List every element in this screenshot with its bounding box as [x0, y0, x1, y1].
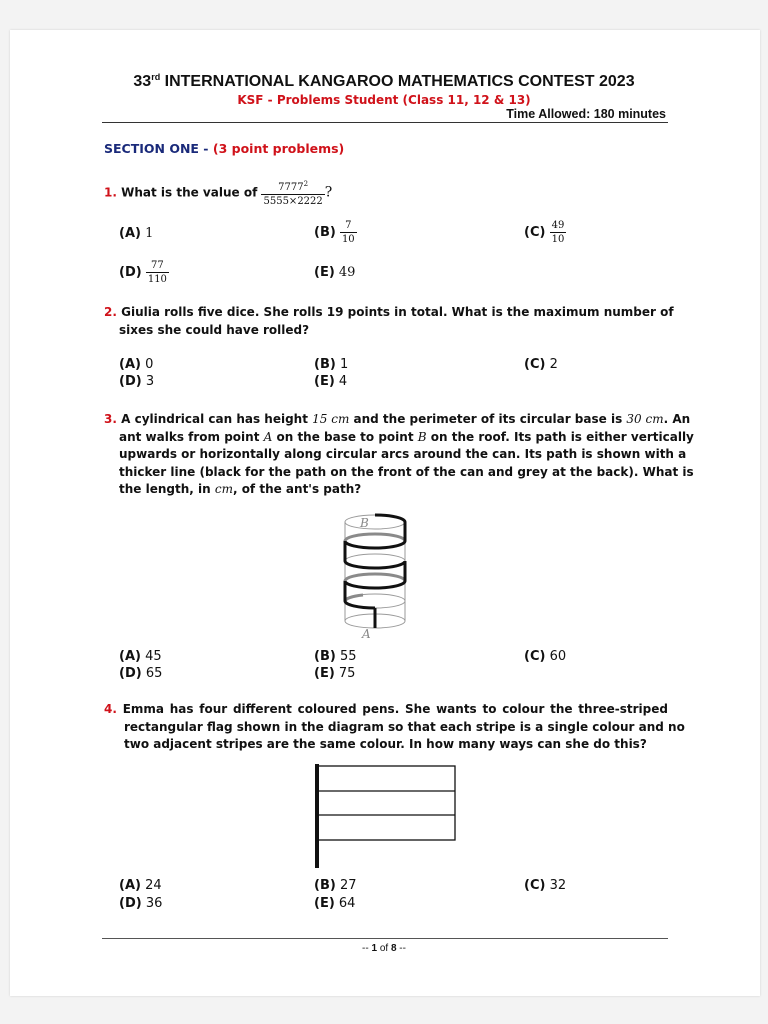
contest-title: 33rd INTERNATIONAL KANGAROO MATHEMATICS CONTEST 2023	[133, 72, 635, 90]
question-1: 1. What is the value of $\frac{7777^2}{5555\times 2222}$ ?	[104, 180, 333, 207]
page-number: -- 1 of 8 --	[362, 943, 406, 954]
q1-option-b[interactable]: (B) $\frac{7}{10}$	[314, 220, 355, 245]
q3-option-a[interactable]: (A) 45	[119, 649, 162, 664]
question-4: 4. Emma has four different coloured pens. She wants to colour the three-striped rectangular flag shown in the diagram so that each stripe is a single colour and no two adjacent stripes are the same colour. In how many ways can she do this?	[104, 702, 685, 751]
q2-option-b[interactable]: (B) 1	[314, 357, 349, 372]
q4-option-e[interactable]: (E) 64	[314, 896, 356, 911]
q2-option-d[interactable]: (D) 3	[119, 374, 155, 389]
q1-option-e[interactable]: (E) 49	[314, 265, 356, 280]
q4-option-a[interactable]: (A) 24	[119, 878, 162, 893]
flag-diagram	[312, 764, 460, 868]
q2-option-c[interactable]: (C) 2	[524, 357, 558, 372]
q3-option-b[interactable]: (B) 55	[314, 649, 357, 664]
q1-option-a[interactable]: (A) 1	[119, 226, 154, 241]
section-heading: SECTION ONE - (3 point problems)	[104, 141, 345, 156]
q3-option-d[interactable]: (D) 65	[119, 666, 163, 681]
q4-option-d[interactable]: (D) 36	[119, 896, 163, 911]
q3-option-e[interactable]: (E) 75	[314, 666, 356, 681]
q1-option-d[interactable]: (D) $\frac{77}{110}$	[119, 260, 167, 285]
footer-divider	[102, 938, 668, 939]
time-allowed: Time Allowed: 180 minutes	[506, 107, 666, 121]
q4-option-b[interactable]: (B) 27	[314, 878, 357, 893]
q2-option-a[interactable]: (A) 0	[119, 357, 154, 372]
q4-option-c[interactable]: (C) 32	[524, 878, 567, 893]
question-2: 2. Giulia rolls five dice. She rolls 19 points in total. What is the maximum number of sixes she could have rolled?	[104, 305, 674, 337]
point-a-label: A	[362, 627, 371, 640]
q2-option-e[interactable]: (E) 4	[314, 374, 348, 389]
question-3: 3. A cylindrical can has height 15 cm and the perimeter of its circular base is 30 cm. An ant walks from point A on the base to point B on the roof. Its path is either vertically upwards or horizontally along circular arcs around the can. Its path is shown with a thicker line (black for the path on the front of the can and grey at the back). What is the length, in cm, of the ant's path?	[104, 412, 694, 496]
contest-subtitle: KSF - Problems Student (Class 11, 12 & 13)	[237, 93, 531, 107]
q1-option-c[interactable]: (C) $\frac{49}{10}$	[524, 220, 565, 245]
point-b-label: B	[360, 516, 369, 530]
q1-fraction: $\frac{7777^2}{5555\times 2222}$	[263, 180, 323, 207]
header-divider	[102, 122, 668, 123]
q3-option-c[interactable]: (C) 60	[524, 649, 567, 664]
cylinder-diagram	[330, 508, 420, 640]
